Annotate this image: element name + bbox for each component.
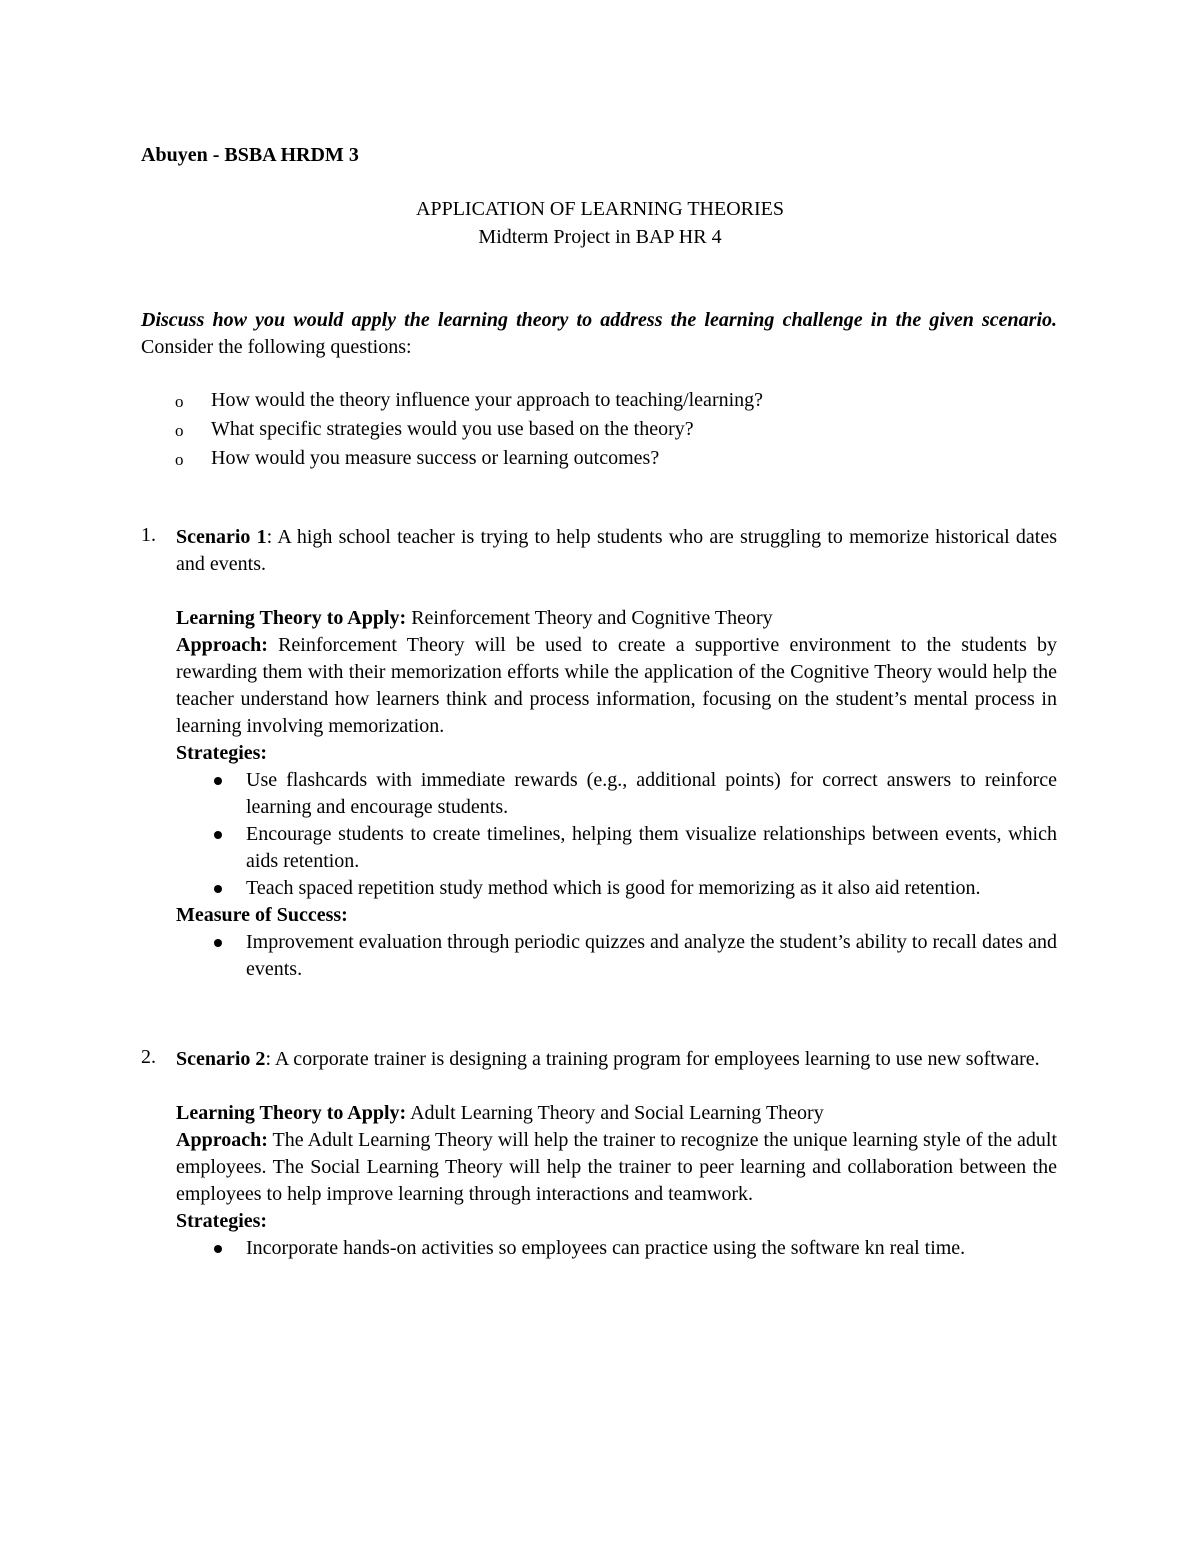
instructions-rest: Consider the following questions: (141, 336, 412, 358)
strategies-heading: Strategies: (176, 742, 268, 764)
scenario-number: 2. (141, 1046, 156, 1068)
scenario-number: 1. (141, 524, 156, 546)
scenario-1 (141, 524, 1057, 983)
author-header: Abuyen - BSBA HRDM 3 (141, 144, 359, 166)
document-title: APPLICATION OF LEARNING THEORIES (416, 198, 784, 220)
theory-line: Learning Theory to Apply: Reinforcement Theory and Cognitive Theory (176, 607, 773, 629)
list-item: Teach spaced repetition study method which is good for memorizing as it also aid retention. (176, 875, 1057, 902)
circle-bullet-icon: o (175, 450, 184, 469)
theory-line: Learning Theory to Apply: Adult Learning Theory and Social Learning Theory (176, 1102, 824, 1124)
question-item: o How would you measure success or learning outcomes? (175, 444, 1065, 473)
scenario-description: Scenario 1: A high school teacher is trying to help students who are struggling to memorize historical dates and events. (176, 526, 1057, 575)
document-subtitle: Midterm Project in BAP HR 4 (478, 226, 722, 248)
bullet-icon (214, 831, 222, 839)
scenario-2 (141, 1046, 1057, 1262)
instructions-emphasis: Discuss how you would apply the learning theory to address the learning challenge in the given scenario. (141, 309, 1057, 331)
instructions (141, 307, 1057, 361)
question-item: o How would the theory influence your approach to teaching/learning? (175, 386, 1065, 415)
measures-list (176, 929, 1057, 983)
bullet-icon (214, 885, 222, 893)
circle-bullet-icon: o (175, 421, 184, 440)
list-item: Incorporate hands-on activities so employees can practice using the software kn real time. (176, 1235, 1057, 1262)
strategies-list (176, 767, 1057, 902)
circle-bullet-icon: o (175, 392, 184, 411)
bullet-icon (214, 777, 222, 785)
list-item: Encourage students to create timelines, helping them visualize relationships between events, which aids retention. (176, 821, 1057, 875)
measure-heading: Measure of Success: (176, 904, 348, 926)
strategies-list (176, 1235, 1057, 1262)
approach-paragraph: Approach: The Adult Learning Theory will help the trainer to recognize the unique learning style of the adult employees. The Social Learning Theory will help the trainer to peer learning and collaboration between the employees to help improve learning through interactions and teamwork. (176, 1129, 1057, 1205)
scenario-description: Scenario 2: A corporate trainer is designing a training program for employees learning to use new software. (176, 1048, 1040, 1070)
guide-questions (175, 386, 1065, 473)
bullet-icon (214, 1245, 222, 1253)
strategies-heading: Strategies: (176, 1210, 268, 1232)
question-item: o What specific strategies would you use based on the theory? (175, 415, 1065, 444)
list-item: Use flashcards with immediate rewards (e.g., additional points) for correct answers to reinforce learning and encourage students. (176, 767, 1057, 821)
list-item: Improvement evaluation through periodic quizzes and analyze the student’s ability to recall dates and events. (176, 929, 1057, 983)
bullet-icon (214, 939, 222, 947)
approach-paragraph: Approach: Reinforcement Theory will be used to create a supportive environment to the students by rewarding them with their memorization efforts while the application of the Cognitive Theory would help the teacher understand how learners think and process information, focusing on the student’s mental process in learning involving memorization. (176, 634, 1057, 737)
